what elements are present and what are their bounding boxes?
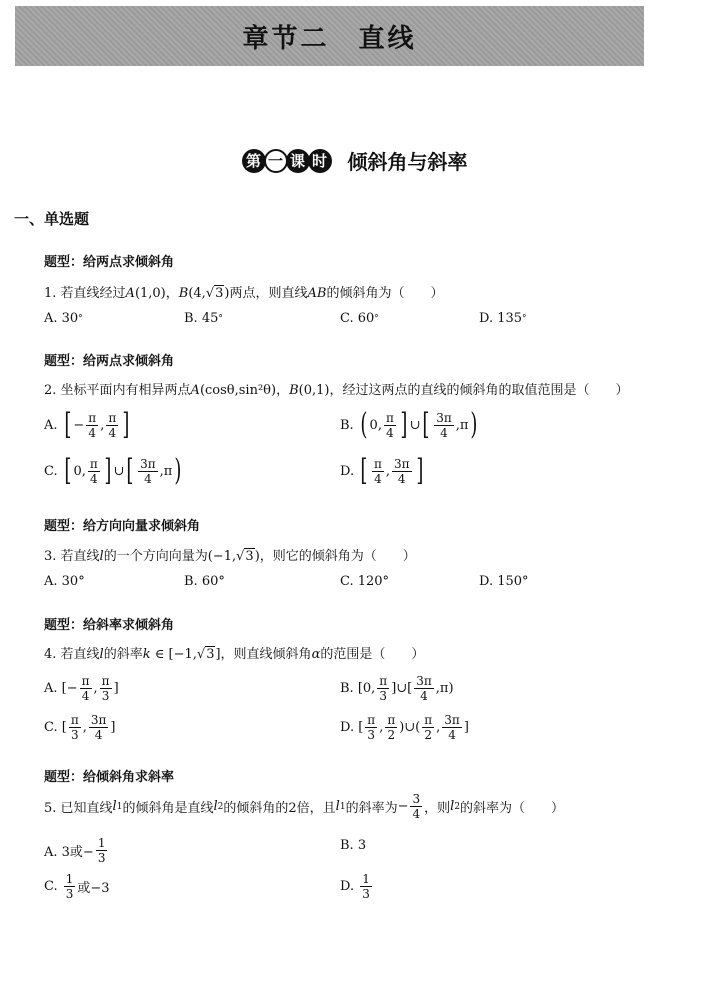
badge-char: 课	[286, 149, 310, 173]
question-5-stem: 5. 已知直线 l 1 的倾斜角是直线 l 2 的倾斜角的2倍，且 l 1 的斜率为 − $\frac{3}{4}$ ，则 l 2 的斜率为（ ）	[44, 792, 565, 821]
option-b[interactable]: B. [0, $\frac{\pi}{3}$ ]∪[ $\frac{3\pi}{4}$ ,π)	[340, 674, 454, 703]
badge-char: 时	[308, 149, 332, 173]
option-c[interactable]: C. 60 °	[340, 311, 379, 326]
question-3-stem: 3. 若直线l的一个方向向量为(−1,√3)，则它的倾斜角为（ ）	[44, 549, 416, 564]
option-a[interactable]: A. 30 °	[44, 311, 83, 326]
option-b[interactable]: B. 60°	[184, 574, 225, 589]
badge-char: 一	[264, 149, 288, 173]
chapter-banner	[15, 6, 644, 66]
badge-char: 第	[242, 149, 266, 173]
option-d[interactable]: D. [ $\frac{\pi}{3}$ , $\frac{\pi}{2}$ )∪( $\frac{\pi}{2}$ , $\frac{3\pi}{4}$ ]	[340, 713, 469, 742]
option-c[interactable]: C. $\frac{1}{3}$ 或−3	[44, 872, 110, 901]
question-1-stem: 1. 若直线经过A(1,0)，B(4,√3)两点，则直线AB的倾斜角为（ ）	[44, 286, 444, 301]
question-type-label: 题型：给两点求倾斜角	[44, 354, 175, 369]
option-d[interactable]: D. [ $\frac{\pi}{4}$ , $\frac{3\pi}{4}$ ]	[340, 453, 423, 488]
question-4-stem: 4. 若直线l的斜率k ∈ [−1,√3]，则直线倾斜角α的范围是（ ）	[44, 647, 425, 662]
chapter-title: 章节二 直线	[242, 23, 417, 54]
question-type-label: 题型：给方向向量求倾斜角	[44, 519, 201, 534]
option-c[interactable]: C. 120°	[340, 574, 390, 589]
option-d[interactable]: D. $\frac{1}{3}$	[340, 872, 370, 901]
question-type-label: 题型：给斜率求倾斜角	[44, 618, 175, 633]
lesson-badge	[242, 149, 330, 173]
section-heading: 一、单选题	[14, 210, 90, 228]
lesson-header	[0, 146, 709, 175]
option-a[interactable]: A. 30°	[44, 574, 85, 589]
option-c[interactable]: C. [ 0, $\frac{\pi}{4}$ ] ∪ [ $\frac{3\pi}{4}$ ,π )	[44, 453, 182, 488]
option-a[interactable]: A. [ − $\frac{\pi}{4}$ , $\frac{\pi}{3}$ ]	[44, 674, 119, 703]
question-type-label: 题型：给倾斜角求斜率	[44, 770, 175, 785]
option-d[interactable]: D. 135 °	[479, 311, 527, 326]
lesson-title: 倾斜角与斜率	[347, 150, 468, 174]
option-d[interactable]: D. 150°	[479, 574, 529, 589]
option-c[interactable]: C. [ $\frac{\pi}{3}$ , $\frac{3\pi}{4}$ ]	[44, 713, 116, 742]
option-b[interactable]: B. 3	[340, 838, 367, 853]
question-2-stem: 2. 坐标平面内有相异两点A(cosθ,sin²θ)，B(0,1)，经过这两点的直线的倾斜角的取值范围是（ ）	[44, 383, 629, 398]
option-a[interactable]: A. 3或− $\frac{1}{3}$	[44, 836, 106, 865]
question-type-label: 题型：给两点求倾斜角	[44, 255, 175, 270]
option-b[interactable]: B. 45 °	[184, 311, 223, 326]
option-a[interactable]: A. [ − $\frac{\pi}{4}$ , $\frac{\pi}{4}$ ]	[44, 407, 130, 442]
option-b[interactable]: B. ( 0, $\frac{\pi}{4}$ ] ∪ [ $\frac{3\pi}{4}$ ,π )	[340, 407, 478, 442]
